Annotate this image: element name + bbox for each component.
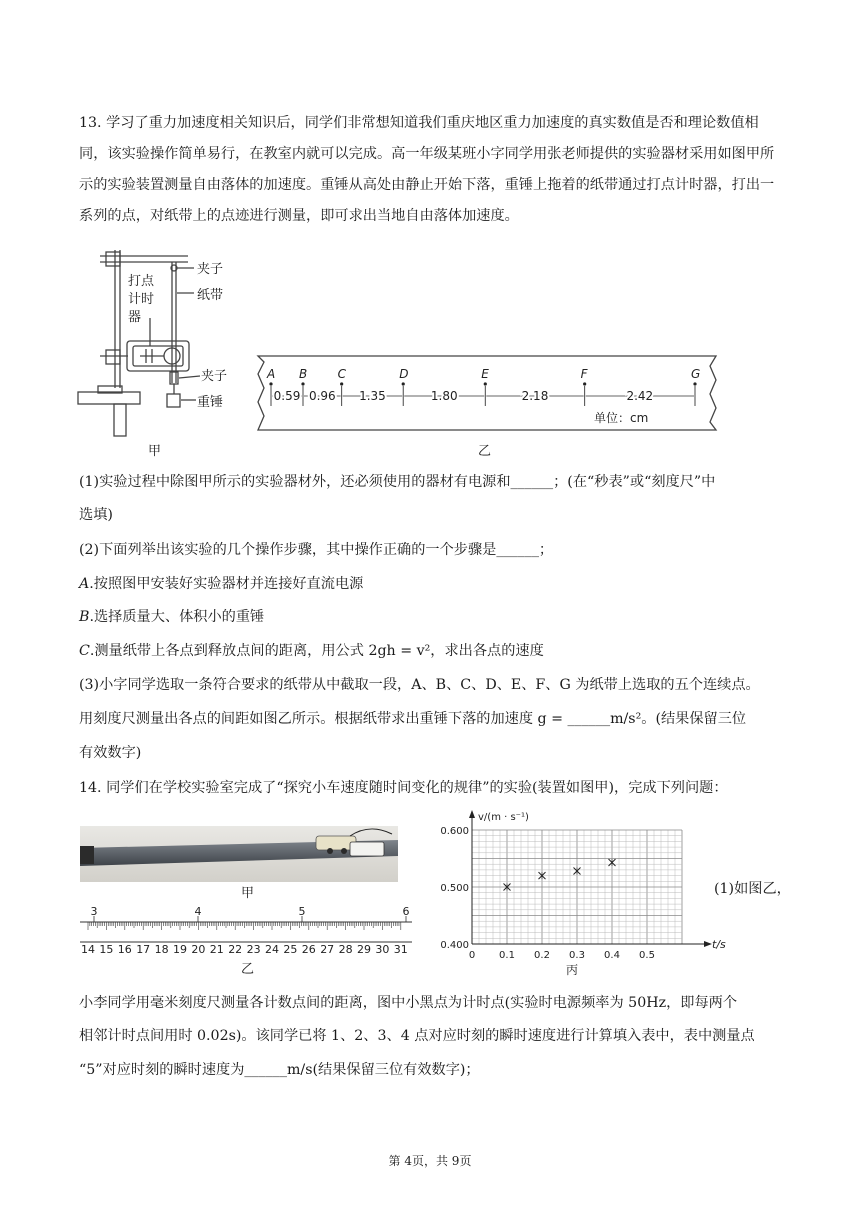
y-axis-arrow (469, 810, 475, 818)
label-clip-bottom: 夹子 (201, 369, 228, 384)
ruler-label-cm-21: 21 (209, 943, 224, 956)
tape-point-A (269, 382, 272, 385)
data-point-4 (609, 859, 616, 866)
tape-gap-value-2: 1.35 (359, 389, 386, 403)
x-axis-arrow (704, 941, 712, 947)
caption-q14-jia: 甲 (241, 886, 255, 901)
q13-option-c-text: .测量纸带上各点到释放点间的距离，用公式 2gh = v²，求出各点的速度 (89, 643, 544, 659)
q13-part3-line1: (3)小字同学选取一条符合要求的纸带从中截取一段，A、B、C、D、E、F、G 为纸带上选取的五个连续点。 (79, 677, 760, 693)
tape-unit: 单位：cm (594, 411, 649, 425)
tape-gap-value-4: 2.18 (521, 389, 549, 403)
tape-point-D (402, 382, 405, 385)
q13-option-a: A.按照图甲安装好实验器材并连接好直流电源 (79, 576, 364, 592)
x-tick-label: 0.2 (534, 950, 550, 961)
x-axis-label: t/s (712, 938, 726, 951)
label-timer-2: 计时 (128, 292, 155, 307)
ruler-label-cm-26: 26 (301, 943, 316, 956)
caption-jia: 甲 (148, 444, 162, 459)
ruler-label-cm-20: 20 (191, 943, 206, 956)
ruler-label-cm-29: 29 (357, 943, 371, 956)
ruler-top-label-3: 3 (90, 905, 98, 918)
tape-point-label-E: E (481, 367, 489, 381)
q13-option-b-text: .选择质量大、体积小的重锤 (89, 609, 265, 625)
ruler-label-cm-17: 17 (136, 943, 151, 956)
q13-option-a-text: .按照图甲安装好实验器材并连接好直流电源 (89, 576, 364, 592)
ruler-label-cm-31: 31 (393, 943, 408, 956)
ruler-label-cm-16: 16 (117, 943, 132, 956)
ruler-top-label-4: 4 (194, 905, 202, 918)
x-tick-label: 0.5 (639, 950, 655, 961)
tape-point-E (484, 382, 487, 385)
tape-gap-value-5: 2.42 (626, 389, 654, 403)
q13-option-c: C.测量纸带上各点到释放点间的距离，用公式 2gh = v²，求出各点的速度 (79, 643, 544, 659)
figure-yi-paper-tape (254, 350, 724, 436)
figure-jia-apparatus (78, 248, 248, 448)
y-tick-label: 0.500 (440, 883, 469, 894)
ruler-label-cm-23: 23 (246, 943, 261, 956)
ruler-top-label-6: 6 (402, 905, 410, 918)
tape-point-label-A: A (267, 367, 276, 381)
q14-intro: 14. 同学们在学校实验室完成了“探究小车速度随时间变化的规律”的实验(装置如图甲)，完成下列问题： (79, 780, 728, 796)
ruler-label-cm-18: 18 (154, 943, 169, 956)
tape-point-label-G: G (691, 367, 701, 381)
x-tick-label: 0.3 (569, 950, 585, 961)
x-tick-label: 0 (468, 950, 476, 961)
q13-option-b: B.选择质量大、体积小的重锤 (79, 609, 265, 625)
ruler-label-cm-28: 28 (338, 943, 353, 956)
ruler-label-cm-19: 19 (173, 943, 187, 956)
figure-bing-vt-chart (428, 808, 726, 978)
tape-point-label-C: C (337, 367, 347, 381)
q13-part3-line3: 有效数字) (79, 745, 142, 761)
page-footer: 第 4页，共 9页 (388, 1154, 472, 1168)
tape-gap-value-0: 0.59 (273, 389, 301, 403)
label-weight: 重锤 (197, 395, 224, 410)
q13-part1-line1: (1)实验过程中除图甲所示的实验器材外，还必须使用的器材有电源和______；(在“秒表”或“刻度尺”中 (79, 474, 716, 490)
x-tick-label: 0.1 (499, 950, 515, 961)
q13-part1-line2: 选填) (79, 507, 113, 523)
ruler-label-cm-30: 30 (375, 943, 390, 956)
caption-yi: 乙 (478, 444, 492, 459)
label-timer-3: 器 (128, 310, 142, 325)
q14-line4: “5”对应时刻的瞬时速度为______m/s(结果保留三位有效数字)； (79, 1062, 480, 1078)
tape-gap-value-1: 0.96 (308, 389, 336, 403)
ruler-label-cm-25: 25 (283, 943, 298, 956)
x-tick-label: 0.4 (604, 950, 620, 961)
label-timer-1: 打点 (128, 274, 155, 289)
tape-point-label-F: F (580, 367, 588, 381)
tape-point-label-D: D (399, 367, 409, 381)
label-tape: 纸带 (197, 288, 224, 303)
figure-yi-ruler (80, 906, 420, 956)
q13-intro: 13. 学习了重力加速度相关知识后，同学们非常想知道我们重庆地区重力加速度的真实数值是否和理论数值相同，该实验操作简单易行，在教室内就可以完成。高一年级某班小字同学用张老师提供的实验器材采用如图甲所示的实验装置测量自由落体的加速度。重锤从高处由静止开始下落，重锤上拖着的纸带通过打点计时器，打出一系列的点，对纸带上的点迹进行测量，即可求出当地自由落体加速度。 (79, 115, 775, 224)
figure-jia-track-photo (80, 826, 398, 882)
tape-point-F (583, 382, 586, 385)
ruler-label-cm-22: 22 (228, 943, 243, 956)
data-point-3 (574, 868, 581, 875)
tape-point-B (301, 382, 304, 385)
q14-part1-start: (1)如图乙， (714, 881, 791, 897)
ruler-top-label-5: 5 (298, 905, 306, 918)
chart-caption: 丙 (565, 963, 579, 977)
q13-part2: (2)下面列举出该实验的几个操作步骤，其中操作正确的一个步骤是______； (79, 542, 554, 558)
caption-q14-yi: 乙 (241, 962, 255, 977)
tape-point-C (340, 382, 343, 385)
y-tick-label: 0.400 (440, 940, 469, 951)
ruler-label-cm-14: 14 (81, 943, 95, 956)
tape-point-label-B: B (299, 367, 308, 381)
q14-line3: 相邻计时点间用时 0.02s)。该同学已将 1、2、3、4 点对应时刻的瞬时速度进行计算填入表中，表中测量点 (79, 1028, 755, 1044)
label-clip-top: 夹子 (197, 262, 224, 277)
tape-point-G (693, 382, 696, 385)
tape-gap-value-3: 1.80 (430, 389, 458, 403)
y-axis-label: v/(m · s⁻¹) (478, 812, 529, 823)
y-tick-label: 0.600 (440, 826, 469, 837)
ruler-label-cm-24: 24 (265, 943, 279, 956)
q13-part3-line2: 用刻度尺测量出各点的间距如图乙所示。根据纸带求出重锤下落的加速度 g = ______m/s²。(结果保留三位 (79, 711, 747, 727)
ruler-label-cm-15: 15 (99, 943, 114, 956)
ruler-label-cm-27: 27 (320, 943, 335, 956)
q14-line2: 小李同学用毫米刻度尺测量各计数点间的距离，图中小黑点为计时点(实验时电源频率为 50Hz，即每两个 (79, 995, 738, 1011)
